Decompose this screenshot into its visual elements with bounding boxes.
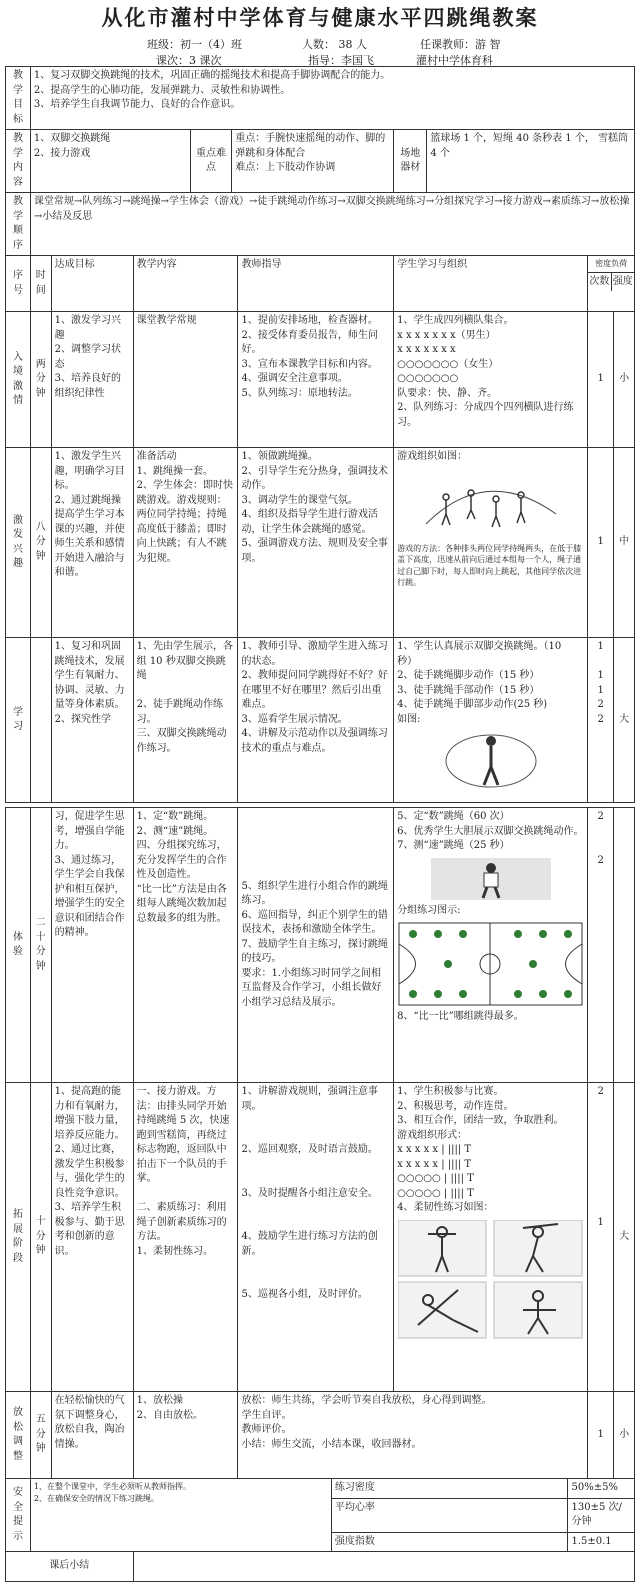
learning-text: 1、学生积极参与比赛。 2、积极思考，动作连贯。 3、相互合作，团结一致，争取胜利。 游戏组织形式： x x x x x | |||| T x x x x x | |||| T ○○○○○ | |||| T ○○○○○ | |||| T 4、柔韧性练习如图： xyxy=(397,1086,564,1213)
stage-row xyxy=(6,808,635,1083)
stage-goal: 1、激发学生兴趣，明确学习目标。 2、通过跳绳操提高学生学习本课的兴趣，并使师生关系和感情开始进入融洽与和谐。 xyxy=(51,448,133,638)
stage-learning: 1、学生成四列横队集合。 x x x x x x x（男生） x x x x x x x ○○○○○○○（女生） ○○○○○○○ 队要求：快、静、齐。 2、队列练习：分成四个四列横队进行练习。 xyxy=(394,312,588,448)
stage-intensity: 大 xyxy=(614,638,635,803)
stage-times: 2 1 xyxy=(588,1083,614,1392)
stage-learning xyxy=(394,638,588,803)
stage-label: 放松调整 xyxy=(6,1392,31,1479)
stage-learning xyxy=(394,448,588,638)
content-items: 1、双脚交换跳绳 2、接力游戏 xyxy=(30,130,190,193)
stage-guidance: 1、讲解游戏规则，强调注意事项。 2、巡回观察，及时语言鼓励。 3、及时提醒各小组注意安全。 4、鼓励学生进行练习方法的创新。 5、巡视各小组，及时评价。 xyxy=(238,1083,394,1392)
stage-goal: 习，促进学生思考，增强自学能力。 3、通过练习，学生学会自我保护和相互保护，增强学生的安全意识和团结合作的精神。 xyxy=(51,808,133,1083)
stage-row xyxy=(6,448,635,638)
page-title: 从化市灌村中学体育与健康水平四跳绳教案 xyxy=(101,5,539,30)
stage-row xyxy=(6,1083,635,1392)
metric-value: 1.5±0.1 xyxy=(568,1532,635,1552)
teacher-name: 任课教师：游 智 xyxy=(420,38,501,51)
header-row xyxy=(6,256,635,312)
department: 灌村中学体育科 xyxy=(416,54,493,67)
stage-row xyxy=(6,312,635,448)
stage-guidance: 放松：师生共练，学会听节奏自我放松，身心得到调整。 学生自评。 教师评价。 小结：师生交流，小结本课，收回器材。 xyxy=(238,1392,588,1479)
metric-name: 平均心率 xyxy=(331,1498,568,1532)
stage-time: 十分钟 xyxy=(30,1083,51,1392)
stage-label: 入境激情 xyxy=(6,312,31,448)
flexibility-exercise-photos xyxy=(398,1220,583,1340)
intensity-label: 强度 xyxy=(612,275,633,287)
goals-text: 1、复习双脚交换跳绳的技术，巩固正确的摇绳技术和提高手脚协调配合的能力。 2、提高学生的心肺功能，发展弹跳力、灵敏性和协调性。 3、培养学生自我调节能力、良好的合作意识。 xyxy=(30,67,634,130)
summary-label: 课后小结 xyxy=(6,1552,134,1582)
order-label: 教学顺序 xyxy=(6,193,31,256)
stage-intensity: 中 xyxy=(614,448,635,638)
jumping-student-photo xyxy=(431,858,551,900)
stage-label: 学习 xyxy=(6,638,31,803)
stage-label: 激发兴趣 xyxy=(6,448,31,638)
stage-time xyxy=(30,638,51,803)
stage-intensity: 大 xyxy=(614,1083,635,1392)
order-text: 课堂常规→队列练习→跳绳操→学生体会（游戏）→徒手跳绳动作练习→双脚交换跳绳练习→分组探究学习→接力游戏→素质练习→放松操→小结及反思 xyxy=(30,193,634,256)
stage-time: 八分钟 xyxy=(30,448,51,638)
header-content: 教学内容 xyxy=(133,256,238,312)
stage-intensity xyxy=(614,808,635,1083)
rope-jumper-figure xyxy=(436,731,546,789)
learning-subheading: 分组练习图示: xyxy=(397,904,461,916)
header-time: 时间 xyxy=(30,256,51,312)
stage-times: 1 1 1 2 2 xyxy=(588,638,614,803)
header-guidance: 教师指导 xyxy=(238,256,394,312)
stage-goal: 1、复习和巩固跳绳技术，发展学生有氧耐力、协调、灵敏、力量等身体素质。 2、探究性学 xyxy=(51,638,133,803)
stage-times: 2 2 xyxy=(588,808,614,1083)
group-practice-court-diagram xyxy=(398,922,583,1006)
safety-row xyxy=(6,1479,635,1499)
metric-value: 50%±5% xyxy=(568,1479,635,1499)
times-label: 次数 xyxy=(588,273,611,292)
stage-content: 一、接力游戏。方法：由排头同学开始持绳跳绳 5 次，快速跑到雪糕筒，再绕过标志物跑，返回队中拍击下一个队员的手掌。 二、素质练习：利用绳子创新素质练习的方法。 1、柔韧性练习。 xyxy=(133,1083,238,1392)
safety-text: 1、在整个课堂中，学生必须听从教师指挥。 2、在确保安全的情况下练习跳绳。 xyxy=(30,1479,331,1552)
header-learning: 学生学习与组织 xyxy=(394,256,588,312)
lesson-plan-table xyxy=(5,66,635,1582)
stage-guidance: 5、组织学生进行小组合作的跳绳练习。 6、巡回指导，纠正个别学生的错误技术，表扬和激励全体学生。 7、鼓励学生自主练习，探讨跳绳的技巧。 要求：1.小组练习时同学之间相互监督及合作学习，小组长做好小组学习总结及展示。 xyxy=(238,808,394,1083)
density-label: 密度负荷 xyxy=(588,256,634,273)
guide-name: 指导：李国飞 xyxy=(308,54,374,67)
stage-learning xyxy=(394,808,588,1083)
metric-name: 练习密度 xyxy=(331,1479,568,1499)
stage-guidance: 1、领做跳绳操。 2、引导学生充分热身，强调技术动作。 3、调动学生的课堂气氛。 4、组织及指导学生进行游戏活动，让学生体会跳绳的感觉。 5、强调游戏方法、规则及安全事项。 xyxy=(238,448,394,638)
stage-content: 准备活动 1、跳绳操一套。 2、学生体会：即时快跳游戏。游戏规则：两位同学持绳；持绳高度低于膝盖；即时向上快跳；有人不跳为犯规。 xyxy=(133,448,238,638)
learning-note: 游戏的方法：各种排头两位同学持绳两头，在低于膝盖下高度，迅速从前向后通过本组每一个人，绳子通过自己脚下时，每人即时向上跳起，其他同学依次进行跳。 xyxy=(397,543,582,588)
content-row xyxy=(6,130,635,193)
stage-times: 1 xyxy=(588,312,614,448)
stage-time: 两分钟 xyxy=(30,312,51,448)
student-count: 人数： 38 人 xyxy=(302,38,367,51)
goals-label: 教学目标 xyxy=(6,67,31,130)
stage-time: 二十分钟 xyxy=(30,808,51,1083)
learning-heading: 游戏组织如图： xyxy=(397,451,468,462)
stage-content: 1、定“数”跳绳。 2、测“速”跳绳。 四、分组探究练习，充分发挥学生的合作性及创造性。 “比一比”方法是由各组每人跳绳次数加起总数最多的组为胜。 xyxy=(133,808,238,1083)
venue-label: 场地器材 xyxy=(394,130,427,193)
key-points-label: 重点难点 xyxy=(190,130,232,193)
goals-row xyxy=(6,67,635,130)
header-density xyxy=(588,256,635,312)
summary-text xyxy=(133,1552,634,1582)
metric-value: 130±5 次/分钟 xyxy=(568,1498,635,1532)
stage-goal: 1、提高跑的能力和有氧耐力，增强下肢力量，培养反应能力。 2、通过比赛，激发学生积极参与，强化学生的良性竞争意识。 3、培养学生积极参与、勤于思考和创新的意识。 xyxy=(51,1083,133,1392)
stage-content: 1、先由学生展示，各组 10 秒双脚交换跳绳 2、徒手跳绳动作练习。 三、双脚交换跳绳动作练习。 xyxy=(133,638,238,803)
safety-label: 安全提示 xyxy=(6,1479,31,1552)
stage-goal: 在轻松愉快的气氛下调整身心，放松自我，陶冶情操。 xyxy=(51,1392,133,1479)
learning-text: 1、学生认真展示双脚交换跳绳。（10 秒） 2、徒手跳绳脚步动作（15 秒） 3、徒手跳绳手部动作（15 秒） 4、徒手跳绳手脚部步动作(25 秒) 如图: xyxy=(397,641,562,725)
venue-text: 篮球场 1 个，短绳 40 条秒表 1 个， 雪糕筒 4 个 xyxy=(427,130,635,193)
stage-times: 1 xyxy=(588,1392,614,1479)
content-label: 教学内容 xyxy=(6,130,31,193)
stage-label: 体验 xyxy=(6,808,31,1083)
stage-guidance: 1、提前安排场地，检查器材。 2、接受体育委员报告，师生问好。 3、宣布本课教学目标和内容。 4、强调安全注意事项。 5、队列练习：原地转法。 xyxy=(238,312,394,448)
summary-row xyxy=(6,1552,635,1582)
stage-learning xyxy=(394,1083,588,1392)
stage-content: 1、放松操 2、自由放松。 xyxy=(133,1392,238,1479)
stage-row xyxy=(6,1392,635,1479)
lesson-number: 课次：3 课次 xyxy=(156,54,222,67)
stage-goal: 1、激发学习兴趣 2、调整学习状态 3、培养良好的组织纪律性 xyxy=(51,312,133,448)
stage-time: 五分钟 xyxy=(30,1392,51,1479)
stage-label: 拓展阶段 xyxy=(6,1083,31,1392)
key-points-text: 重点：手腕快速摇绳的动作、脚的弹跳和身体配合 难点：上下肢动作协调 xyxy=(232,130,394,193)
header-seq: 序号 xyxy=(6,256,31,312)
order-row xyxy=(6,193,635,256)
class-info: 班级：初一（4）班 xyxy=(147,38,242,51)
jump-game-figure xyxy=(416,469,566,539)
stage-intensity: 小 xyxy=(614,312,635,448)
learning-text: 5、定“数”跳绳（60 次） 6、优秀学生大胆展示双脚交换跳绳动作。 7、测“速”跳绳（25 秒） xyxy=(397,811,584,851)
learning-text-bottom: 8、“比一比”哪组跳得最多。 xyxy=(397,1011,524,1022)
stage-row xyxy=(6,638,635,803)
stage-times: 1 xyxy=(588,448,614,638)
stage-guidance: 1、教师引导、激励学生进入练习的状态。 2、教师提问同学跳得好不好？好在哪里不好在哪里？然后引出重难点。 3、巡看学生展示情况。 4、讲解及示范动作以及强调练习技术的重点与难点。 xyxy=(238,638,394,803)
stage-content: 课堂教学常规 xyxy=(133,312,238,448)
metric-name: 强度指数 xyxy=(331,1532,568,1552)
stage-intensity: 小 xyxy=(614,1392,635,1479)
header-goal: 达成目标 xyxy=(51,256,133,312)
